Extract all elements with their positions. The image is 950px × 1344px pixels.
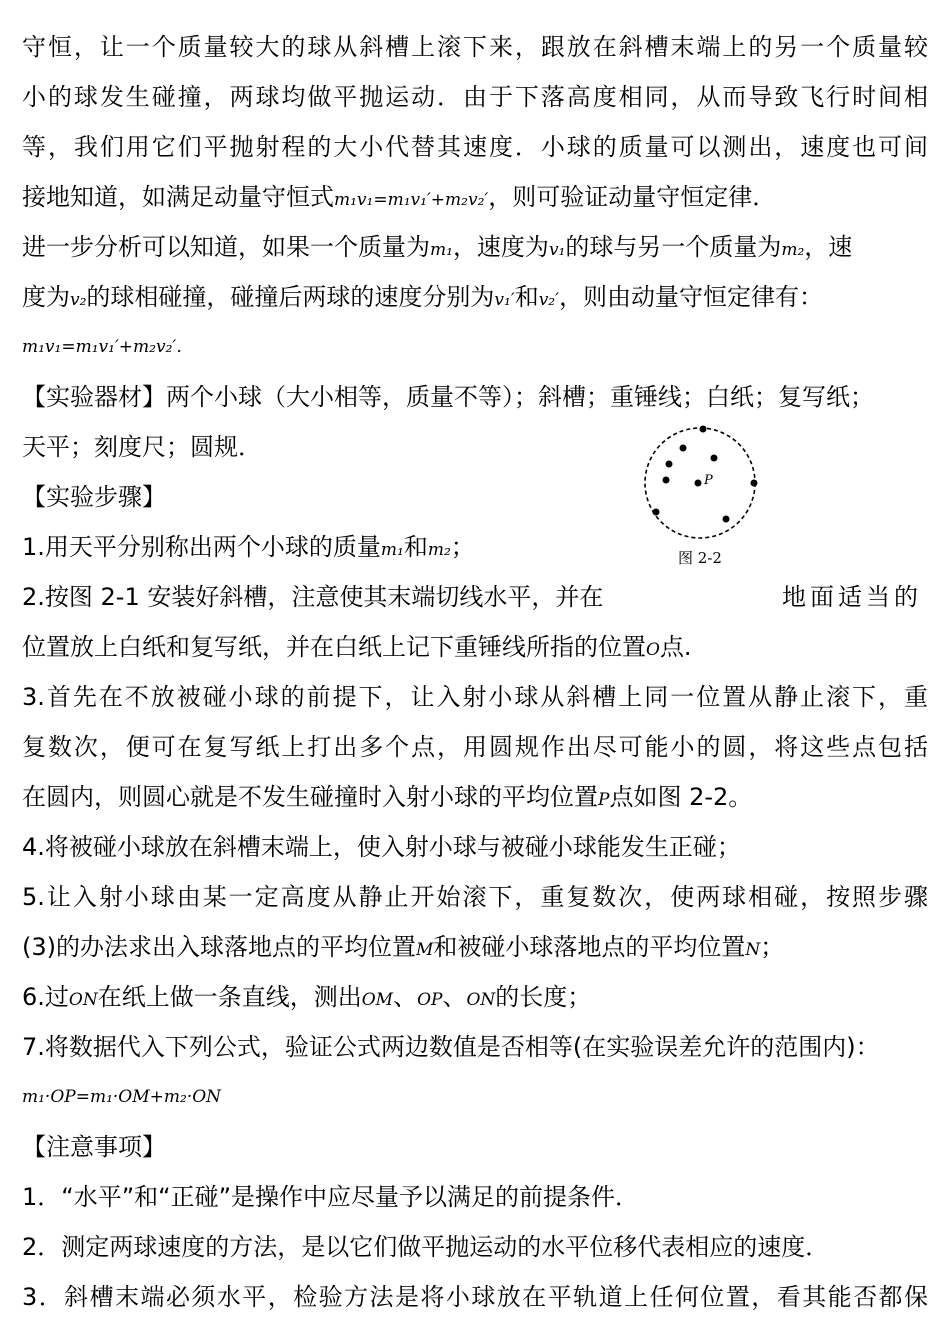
step-3-line-2: 复数次，便可在复写纸上打出多个点，用圆规作出尽可能小的圆，将这些点包括 (22, 733, 928, 761)
point-label-P: P (704, 473, 713, 488)
step-3-line-1: 3.首先在不放被碰小球的前提下，让入射小球从斜槽上同一位置从静止滚下，重 (22, 683, 928, 711)
step-5-line-2: (3)的办法求出入球落地点的平均位置M和被碰小球落地点的平均位置N； (22, 933, 785, 961)
figure-caption: 图 2-2 (678, 549, 722, 567)
formula-momentum: m₁v₁=m₁v₁′+m₂v₂′ (334, 190, 489, 210)
step-3-line-3: 在圆内，则圆心就是不发生碰撞时入射小球的平均位置P点如图 2-2。 (22, 783, 753, 811)
step-2-line-2: 位置放上白纸和复写纸，并在白纸上记下重锤线所指的位置O点. (22, 633, 692, 661)
verification-formula: m₁·OP=m₁·OM+m₂·ON (22, 1087, 222, 1107)
formula-line: m₁v₁=m₁v₁′+m₂v₂′． (22, 337, 194, 357)
note-1: 1．“水平”和“正碰”是操作中应尽量予以满足的前提条件． (22, 1183, 640, 1211)
text-line-6: 度为v₂的球相碰撞，碰撞后两球的速度分别为v₁′和v₂′，则由动量守恒定律有： (22, 283, 823, 311)
landing-point (700, 426, 707, 433)
landing-point (653, 509, 660, 516)
landing-point (666, 461, 673, 468)
landing-point (711, 455, 718, 462)
step-6: 6.过ON在纸上做一条直线，测出OM、OP、ON的长度； (22, 983, 592, 1011)
landing-points-diagram (640, 425, 760, 545)
landing-point (680, 445, 687, 452)
text-line-2: 小的球发生碰撞，两球均做平抛运动．由于下落高度相同，从而导致飞行时间相 (22, 83, 928, 111)
landing-point (723, 516, 730, 523)
step-2-line-1: 2.按图 2-1 安装好斜槽，注意使其末端切线水平，并在 地面适当的 (22, 583, 922, 611)
landing-point (751, 480, 758, 487)
materials-line-2: 天平；刻度尺；圆规． (22, 433, 262, 461)
text-line-5: 进一步分析可以知道，如果一个质量为m₁，速度为v₁的球与另一个质量为m₂，速 (22, 233, 853, 261)
text-line-3: 等，我们用它们平抛射程的大小代替其速度．小球的质量可以测出，速度也可间 (22, 133, 928, 161)
materials-line-1: 【实验器材】两个小球（大小相等，质量不等）；斜槽；重锤线；白纸；复写纸； (22, 383, 874, 411)
figure-2-2 (640, 425, 760, 570)
step-4: 4.将被碰小球放在斜槽末端上，使入射小球与被碰小球能发生正碰； (22, 833, 741, 861)
text-line-1: 守恒，让一个质量较大的球从斜槽上滚下来，跟放在斜槽末端上的另一个质量较 (22, 33, 928, 61)
text-line-4: 接地知道，如满足动量守恒式m₁v₁=m₁v₁′+m₂v₂′，则可验证动量守恒定律． (22, 183, 777, 211)
landing-point (663, 477, 670, 484)
steps-heading: 【实验步骤】 (22, 483, 166, 511)
step-1: 1.用天平分别称出两个小球的质量m₁和m₂； (22, 533, 475, 561)
step-5-line-1: 5.让入射小球由某一定高度从静止开始滚下，重复数次，使两球相碰，按照步骤 (22, 883, 928, 911)
center-point-P (695, 480, 702, 487)
notes-heading: 【注意事项】 (22, 1133, 166, 1161)
step-7: 7.将数据代入下列公式，验证公式两边数值是否相等(在实验误差允许的范围内)： (22, 1033, 880, 1061)
note-2: 2．测定两球速度的方法，是以它们做平抛运动的水平位移代表相应的速度． (22, 1233, 830, 1261)
note-3: 3．斜槽末端必须水平，检验方法是将小球放在平轨道上任何位置，看其能否都保 (22, 1283, 928, 1311)
